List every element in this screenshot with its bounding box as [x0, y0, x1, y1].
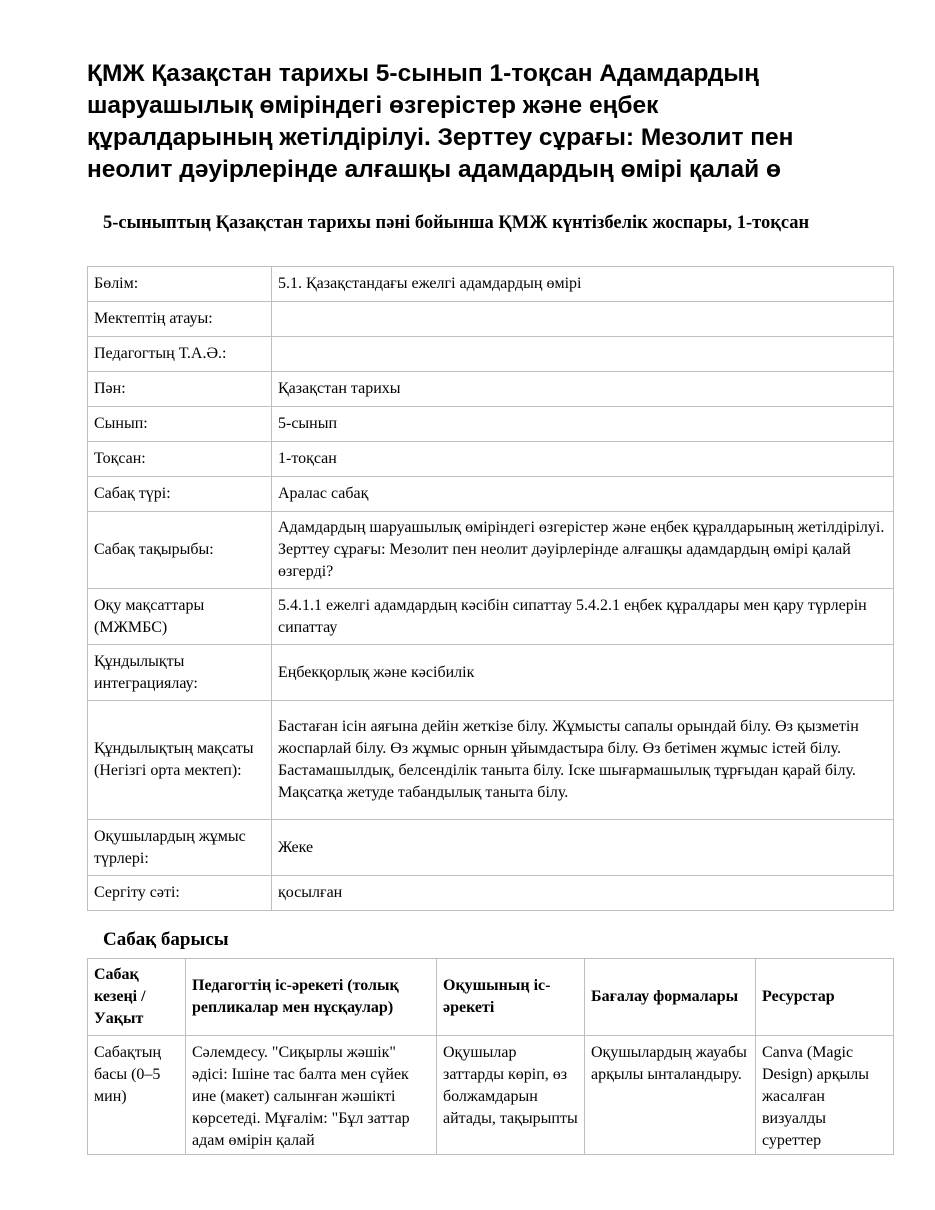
table-row: [88, 337, 894, 372]
table-row: [88, 512, 894, 589]
cell-assessment-text: Оқушылардың жауабы арқылы ынталандыру.: [591, 1044, 747, 1083]
info-value-learning-objectives: 5.4.1.1 ежелгі адамдардың кәсібін сипаттау 5.4.2.1 еңбек құралдары мен қару түрлерін сипаттау: [272, 589, 894, 645]
table-row: [88, 442, 894, 477]
table-row: [88, 820, 894, 876]
document-title: [87, 58, 897, 186]
cell-resources: [756, 1036, 894, 1155]
info-label-learning-objectives: Оқу мақсаттары (МЖМБС): [88, 589, 272, 645]
document-title-line: неолит дәуірлерінде алғашқы адамдардың өмірі қалай ө: [87, 156, 781, 183]
cell-teacher-activity: [186, 1036, 437, 1155]
info-label-work-forms: Оқушылардың жұмыс түрлері:: [88, 820, 272, 876]
info-value-value-goal: Бастаған ісін аяғына дейін жеткізе білу. Жұмысты сапалы орындай білу. Өз қызметін жоспарлай білу. Өз жұмыс орнын ұйымдастыра білу. Өз бетімен жұмыс істей білу. Бастамашылдық, белсенділік таныта білу. Іске шығармашылық тұрғыдан қарай білу. Мақсатқа жетуде табандылық таныта білу.: [272, 701, 894, 820]
info-label-section: Бөлім:: [88, 267, 272, 302]
table-row: [88, 876, 894, 911]
info-value-subject: Қазақстан тарихы: [272, 372, 894, 407]
info-label-lesson-type: Сабақ түрі:: [88, 477, 272, 512]
column-header-resources: Ресурстар: [756, 959, 894, 1036]
column-header-stage: Сабақ кезеңі / Уақыт: [88, 959, 186, 1036]
lesson-procedure-table: [87, 958, 894, 1155]
lesson-section-heading: Сабақ барысы: [103, 929, 229, 950]
cell-student-activity: [437, 1036, 585, 1155]
cell-assessment: [585, 1036, 756, 1155]
info-label-subject: Пән:: [88, 372, 272, 407]
info-value-work-forms: Жеке: [272, 820, 894, 876]
info-label-value-goal: Құндылықтың мақсаты (Негізгі орта мектеп):: [88, 701, 272, 820]
info-value-school: [272, 302, 894, 337]
table-row: [88, 372, 894, 407]
cell-teacher-activity-text: Сәлемдесу. "Сиқырлы жәшік" әдісі: Ішіне тас балта мен сүйек ине (макет) салынған жәшікті көрсетеді. Мұғалім: "Бұл заттар адам өмірін қалай: [192, 1044, 410, 1149]
document-title-line: шаруашылық өміріндегі өзгерістер және еңбек: [87, 92, 659, 119]
plan-heading: 5-сыныптың Қазақстан тарихы пәні бойынша ҚМЖ күнтізбелік жоспары, 1-тоқсан: [103, 213, 810, 233]
table-row: [88, 302, 894, 337]
info-label-quarter: Тоқсан:: [88, 442, 272, 477]
info-value-lesson-type: Аралас сабақ: [272, 477, 894, 512]
info-label-value-integration: Құндылықты интеграциялау:: [88, 645, 272, 701]
document-title-line: ҚМЖ Қазақстан тарихы 5-сынып 1-тоқсан Адамдардың: [87, 60, 760, 87]
info-value-value-integration: Еңбекқорлық және кәсібилік: [272, 645, 894, 701]
column-header-teacher-activity: Педагогтің іс-әрекеті (толық репликалар мен нұсқаулар): [186, 959, 437, 1036]
cell-stage: [88, 1036, 186, 1155]
info-label-school: Мектептің атауы:: [88, 302, 272, 337]
info-label-refresh-moment: Сергіту сәті:: [88, 876, 272, 911]
cell-student-activity-text: Оқушылар заттарды көріп, өз болжамдарын айтады, тақырыпты: [443, 1044, 578, 1127]
info-value-teacher: [272, 337, 894, 372]
cell-resources-text: Canva (Magic Design) арқылы жасалған визуалды суреттер: [762, 1044, 870, 1149]
table-row: [88, 645, 894, 701]
info-value-refresh-moment: қосылған: [272, 876, 894, 911]
table-row: [88, 407, 894, 442]
table-row: [88, 589, 894, 645]
table-row: [88, 1036, 894, 1155]
info-value-lesson-topic: Адамдардың шаруашылық өміріндегі өзгерістер және еңбек құралдарының жетілдірілуі. Зерттеу сұрағы: Мезолит пен неолит дәуірлерінде алғашқы адамдардың өмірі қалай өзгерді?: [272, 512, 894, 589]
lesson-info-table: [87, 266, 894, 911]
document-title-line: құралдарының жетілдірілуі. Зерттеу сұрағы: Мезолит пен: [87, 124, 794, 151]
column-header-student-activity: Оқушының іс-әрекеті: [437, 959, 585, 1036]
table-row: [88, 267, 894, 302]
table-row: [88, 477, 894, 512]
cell-stage-text: Сабақтың басы (0–5 мин): [94, 1044, 162, 1105]
info-label-grade: Сынып:: [88, 407, 272, 442]
table-row: [88, 701, 894, 820]
info-label-lesson-topic: Сабақ тақырыбы:: [88, 512, 272, 589]
table-header-row: [88, 959, 894, 1036]
info-value-grade: 5-сынып: [272, 407, 894, 442]
info-value-quarter: 1-тоқсан: [272, 442, 894, 477]
info-label-teacher: Педагогтың Т.А.Ә.:: [88, 337, 272, 372]
info-value-section: 5.1. Қазақстандағы ежелгі адамдардың өмірі: [272, 267, 894, 302]
column-header-assessment: Бағалау формалары: [585, 959, 756, 1036]
